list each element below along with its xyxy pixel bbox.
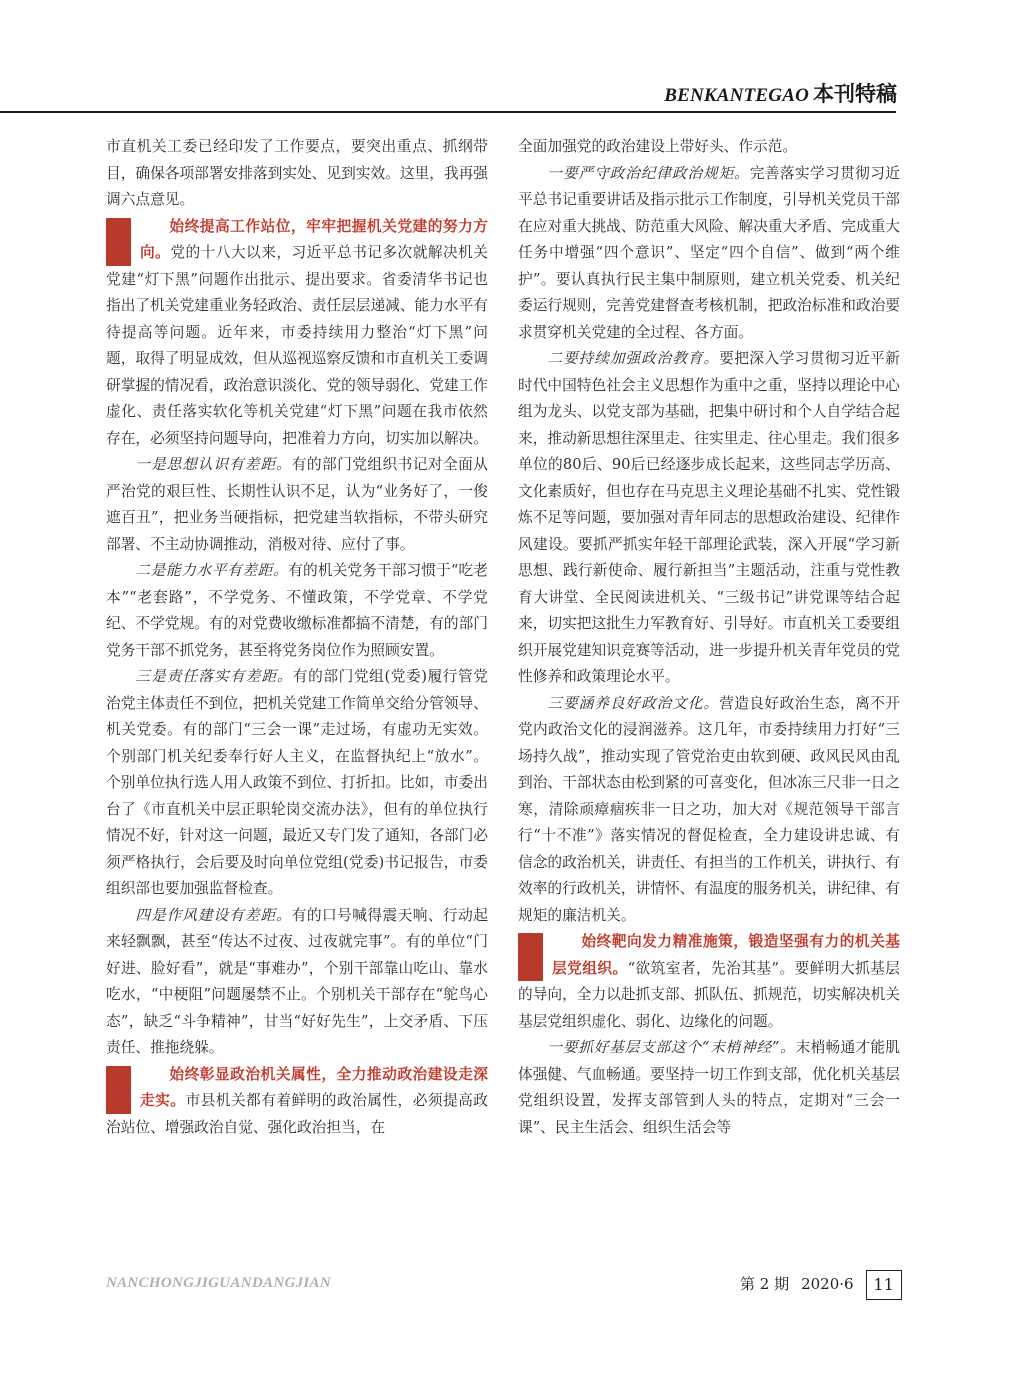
paragraph-lead: 四是作风建设有差距。 xyxy=(135,906,292,924)
column-header xyxy=(664,78,897,108)
section-heading: 始终彰显政治机关属性，全力推动政治建设走深走实。 xyxy=(140,1065,488,1109)
section-heading: 始终靶向发力精准施策，锻造坚强有力的机关基层党组织。 xyxy=(552,933,900,977)
paragraph-lead: 二是能力水平有差距。 xyxy=(135,562,289,579)
section-3 xyxy=(518,929,900,1035)
section-body: “欲筑室者，先治其基”。要鲜明大抓基层的导向，全力以赴抓支部、抓队伍、抓规范，切实解决机关基层党组织虚化、弱化、边缘化的问题。 xyxy=(518,959,900,1030)
paragraph-body: 要把深入学习贯彻习近平新时代中国特色社会主义思想作为重中之重，坚持以理论中心组为龙头、以党支部为基础，把集中研讨和个人自学结合起来，推动新思想往深里走、往实里走、往心里走。我们很多单位的80后、90后已经逐步成长起来，这些同志学历高、文化素质好，但也存在马克思主义理论基础不扎实、党性锻炼不足等问题，要加强对青年同志的思想政治建设、纪律作风建设。要抓严抓实年轻干部理论武装，深入开展“学习新思想、践行新使命、履行新担当”主题活动，注重与党性教育大讲堂、全民阅读进机关、“三级书记”讲党课等结合起来，切实把这批生力军教育好、引导好。市直机关工委要组织开展党建知识竞赛等活动，进一步提升机关青年党员的党性修养和政策理论水平。 xyxy=(518,350,900,685)
section-number-badge: 2 xyxy=(106,1066,131,1114)
paragraph-lead: 二要持续加强政治教育。 xyxy=(547,350,720,367)
section-number-badge: 1 xyxy=(106,218,131,266)
section-1 xyxy=(106,214,488,453)
paragraph-body: 有的部门党组(党委)履行管党治党主体责任不到位，把机关党建工作简单交给分管领导、机关党委。有的部门“三会一课”走过场，有虚功无实效。个别部门机关纪委奉行好人主义，在监督执纪上“放水”。个别单位执行选人用人政策不到位、打折扣。比如，市委出台了《市直机关中层正职轮岗交流办法》，但有的单位执行情况不好，针对这一问题，最近又专门发了通知，各部门必须严格执行，会后要及时向单位党组(党委)书记报告，市委组织部也要加强监督检查。 xyxy=(106,668,488,897)
section-heading: 始终提高工作站位，牢牢把握机关党建的努力方向。 xyxy=(140,217,488,261)
issue-info xyxy=(740,1270,902,1300)
paragraph-lead: 三是责任落实有差距。 xyxy=(135,668,293,685)
paragraph-lead: 三要涵养良好政治文化。 xyxy=(547,694,720,712)
paragraph-lead: 一是思想认识有差距。 xyxy=(135,456,292,473)
paragraph xyxy=(106,558,488,664)
paragraph xyxy=(106,903,488,1062)
section-2 xyxy=(106,1062,488,1142)
paragraph-lead: 一要严守政治纪律政治规矩。 xyxy=(547,164,750,182)
right-column xyxy=(518,134,900,1141)
issue-date: 2020·6 xyxy=(801,1275,854,1293)
paragraph xyxy=(518,691,900,930)
paragraph-body: 有的部门党组织书记对全面从严治党的艰巨性、长期性认识不足，认为“业务好了，一俊遮百丑”，把业务当硬指标，把党建当软指标，不带头研究部署、不主动协调推动，消极对待、应付了事。 xyxy=(106,456,488,553)
paragraph-body: 末梢畅通才能肌体强健、气血畅通。要坚持一切工作到支部，优化机关基层党组织设置，发挥支部管到人头的特点，定期对“三会一课”、民主生活会、组织生活会等 xyxy=(518,1039,900,1136)
paragraph-body: 有的机关党务干部习惯于“吃老本”“老套路”，不学党务、不懂政策，不学党章、不学党纪、不学党规。有的对党费收缴标准都搞不清楚，有的部门党务干部不抓党务，甚至将党务岗位作为照顾安置。 xyxy=(106,562,488,659)
paragraph-body: 完善落实学习贯彻习近平总书记重要讲话及指示批示工作制度，引导机关党员干部在应对重大挑战、防范重大风险、解决重大矛盾、完成重大任务中增强“四个意识”、坚定“四个自信”、做到“两个维护”。要认真执行民主集中制原则，建立机关党委、机关纪委运行规则，完善党建督查考核机制，把政治标准和政治要求贯穿机关党建的全过程、各方面。 xyxy=(518,164,900,341)
paragraph xyxy=(106,452,488,558)
header-rule xyxy=(0,111,896,113)
paragraph xyxy=(518,161,900,347)
paragraph-lead: 一要抓好基层支部这个“末梢神经”。 xyxy=(547,1039,796,1056)
column-header-latin: BENKANTEGAO xyxy=(664,85,809,106)
section-body: 市县机关都有着鲜明的政治属性，必须提高政治站位、增强政治自觉、强化政治担当，在 xyxy=(106,1092,488,1136)
intro-paragraph: 市直机关工委已经印发了工作要点，要突出重点、抓纲带目，确保各项部署安排落到实处、见到实效。这里，我再强调六点意见。 xyxy=(106,138,488,208)
paragraph xyxy=(518,1035,900,1141)
continued-paragraph: 全面加强党的政治建设上带好头、作示范。 xyxy=(518,138,798,155)
page-number: 11 xyxy=(866,1270,902,1300)
paragraph-body: 有的口号喊得震天响、行动起来轻飘飘，甚至“传达不过夜、过夜就完事”。有的单位“门好进、脸好看”，就是“事难办”，个别干部靠山吃山、靠水吃水，“中梗阻”问题屡禁不止。个别机关干部存在“鸵鸟心态”，缺乏“斗争精神”，甘当“好好先生”，上交矛盾、下压责任、推拖绕躲。 xyxy=(106,906,488,1056)
section-body: 党的十八大以来，习近平总书记多次就解决机关党建“灯下黑”问题作出批示、提出要求。省委清华书记也指出了机关党建重业务轻政治、责任层层递减、能力水平有待提高等问题。近年来，市委持续用力整治“灯下黑”问题，取得了明显成效，但从巡视巡察反馈和市直机关工委调研掌握的情况看，政治意识淡化、党的领导弱化、党建工作虚化、责任落实软化等机关党建“灯下黑”问题在我市依然存在，必须坚持问题导向，把准着力方向，切实加以解决。 xyxy=(106,244,488,447)
paragraph xyxy=(518,346,900,691)
paragraph xyxy=(106,664,488,903)
journal-name: NANCHONGJIGUANDANGJIAN xyxy=(106,1275,331,1291)
left-column xyxy=(106,134,488,1141)
issue-number: 第 2 期 xyxy=(740,1275,790,1293)
paragraph-body: 营造良好政治生态，离不开党内政治文化的浸润滋养。这几年，市委持续用力打好“三场持久战”，推动实现了管党治吏由软到硬、政风民风由乱到治、干部状态由松到紧的可喜变化，但冰冻三尺非一日之寒，清除顽瘴痼疾非一日之功，加大对《规范领导干部言行“十不准”》落实情况的督促检查，全力建设讲忠诚、有信念的政治机关，讲责任、有担当的工作机关，讲执行、有效率的行政机关，讲情怀、有温度的服务机关，讲纪律、有规矩的廉洁机关。 xyxy=(518,694,900,924)
section-number-badge: 3 xyxy=(518,933,543,981)
column-header-title: 本刊特稿 xyxy=(813,82,897,106)
